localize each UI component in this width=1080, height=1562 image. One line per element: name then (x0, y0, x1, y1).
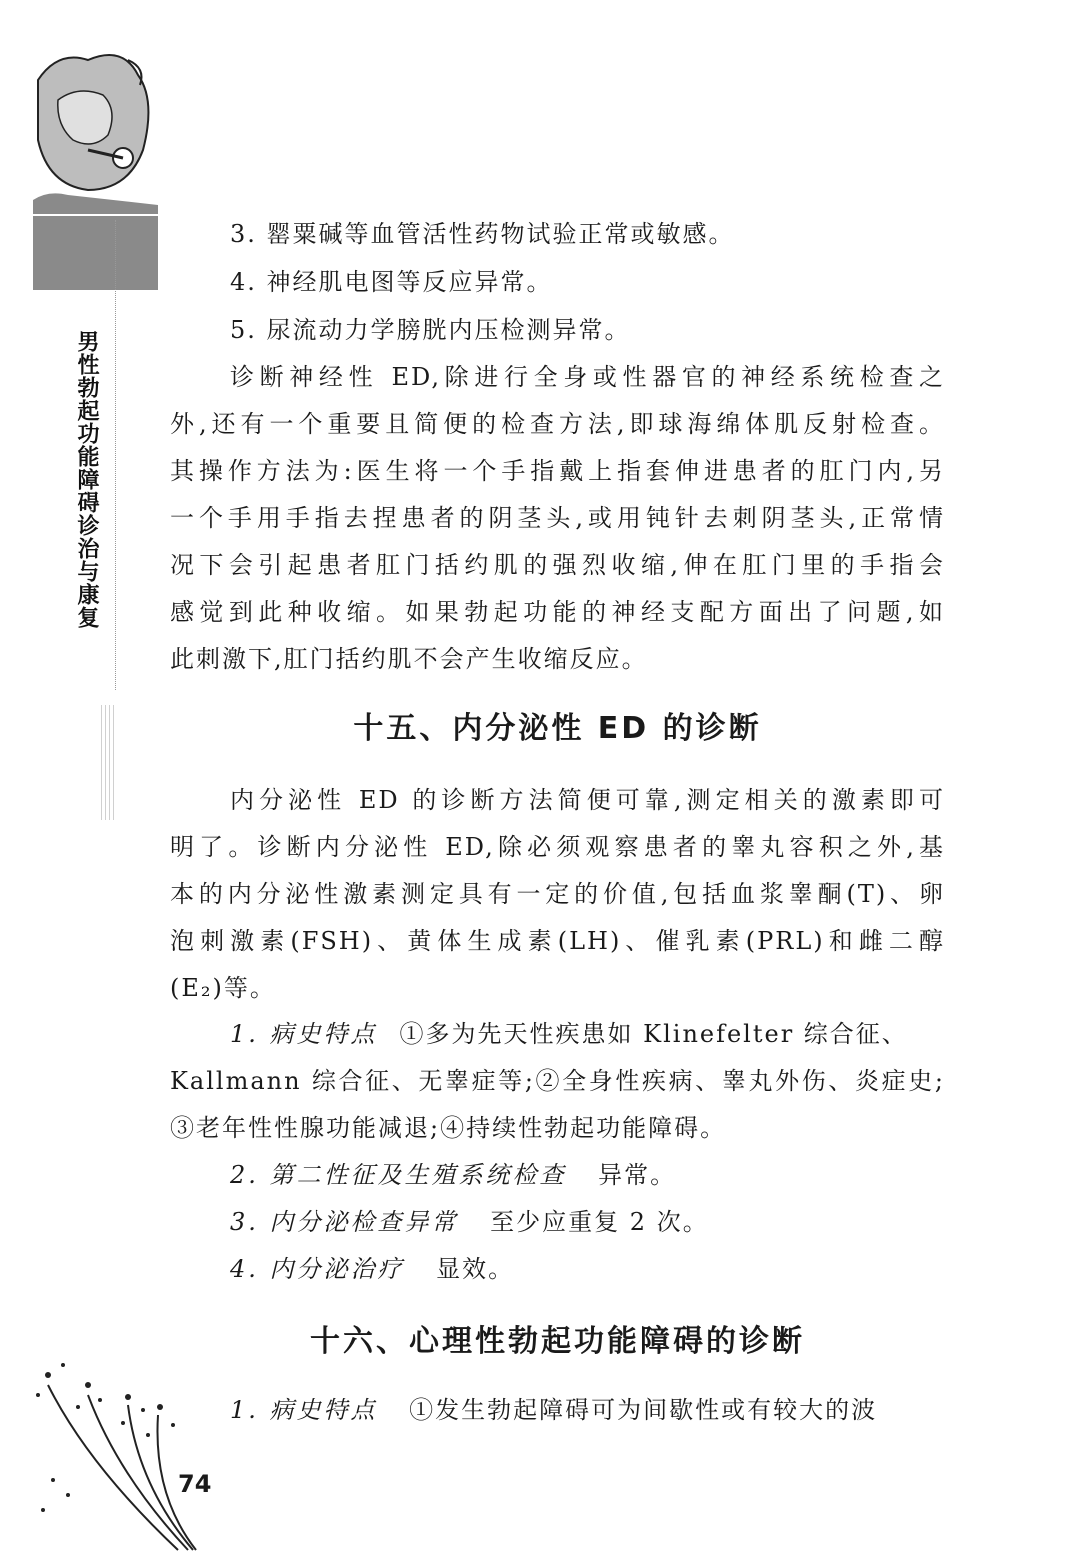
list-line-3: 3. 罂粟碱等血管活性药物试验正常或敏感。 (230, 220, 735, 248)
paragraph-line: 况下会引起患者肛门括约肌的强烈收缩,伸在肛门里的手指会 (170, 551, 945, 579)
paragraph-line: 感觉到此种收缩。如果勃起功能的神经支配方面出了问题,如 (170, 598, 945, 626)
list-item-5 (230, 1390, 877, 1425)
section-heading-16: 十六、心理性勃起功能障碍的诊断 (310, 1324, 805, 1359)
paragraph-line: 诊断神经性 ED,除进行全身或性器官的神经系统检查之 (230, 363, 945, 391)
item-text: 至少应重复 2 次。 (490, 1208, 709, 1236)
margin-hatching (101, 705, 117, 820)
paragraph-line: 一个手用手指去捏患者的阴茎头,或用钝针去刺阴茎头,正常情 (170, 504, 945, 532)
list-item-2 (230, 1155, 676, 1190)
item-label: 3. 内分泌检查异常 (230, 1208, 459, 1236)
paragraph-line: 此刺激下,肛门括约肌不会产生收缩反应。 (170, 645, 648, 673)
item-label: 1. 病史特点 (230, 1020, 378, 1048)
item-text: 显效。 (436, 1255, 515, 1283)
item-label: 4. 内分泌治疗 (230, 1255, 405, 1283)
item-label: 2. 第二性征及生殖系统检查 (230, 1161, 567, 1189)
item-text: 异常。 (598, 1161, 677, 1189)
list-item-3 (230, 1202, 709, 1237)
bodybuilder-illustration (28, 40, 158, 290)
paragraph-line: Kallmann 综合征、无睾症等;②全身性疾病、睾丸外伤、炎症史; (170, 1067, 945, 1095)
list-item-4 (230, 1249, 514, 1284)
page-number: 74 (178, 1470, 212, 1498)
paragraph-line: ③老年性性腺功能减退;④持续性勃起功能障碍。 (170, 1114, 727, 1142)
paragraph-line: 内分泌性 ED 的诊断方法简便可靠,测定相关的激素即可 (230, 786, 945, 814)
list-item-1 (230, 1014, 945, 1049)
item-text: ①发生勃起障碍可为间歇性或有较大的波 (409, 1396, 878, 1424)
item-label: 1. 病史特点 (230, 1396, 378, 1424)
paragraph-line: 本的内分泌性激素测定具有一定的价值,包括血浆睾酮(T)、卵 (170, 880, 945, 908)
margin-dotted-line (115, 220, 118, 690)
section-heading-15: 十五、内分泌性 ED 的诊断 (353, 711, 762, 746)
paragraph-line: 明了。诊断内分泌性 ED,除必须观察患者的睾丸容积之外,基 (170, 833, 945, 861)
running-title: 男性勃起功能障碍诊治与康复 (74, 330, 99, 629)
list-line-4: 4. 神经肌电图等反应异常。 (230, 268, 553, 296)
paragraph-line: 其操作方法为:医生将一个手指戴上指套伸进患者的肛门内,另 (170, 457, 945, 485)
list-line-5: 5. 尿流动力学膀胱内压检测异常。 (230, 316, 631, 344)
paragraph-line: 泡刺激素(FSH)、黄体生成素(LH)、催乳素(PRL)和雌二醇 (170, 927, 945, 955)
paragraph-line: (E₂)等。 (170, 974, 276, 1002)
floral-ornament-illustration (28, 1345, 208, 1555)
paragraph-line: 外,还有一个重要且简便的检查方法,即球海绵体肌反射检查。 (170, 410, 945, 438)
item-text: ①多为先天性疾患如 Klinefelter 综合征、 (399, 1020, 908, 1048)
